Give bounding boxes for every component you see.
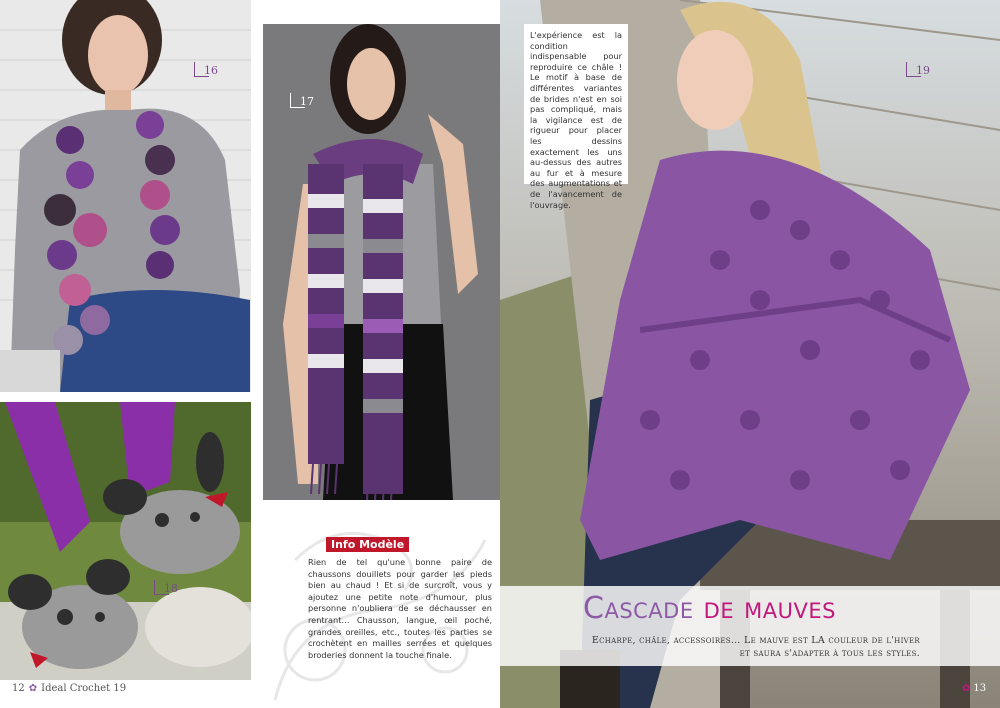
flower-icon: ✿ [28,683,38,694]
info-model-text: Rien de tel qu'une bonne paire de chaussons douillets pour garder les pieds bien au chaud ! Et si de surcroît, vous y ajoutez une petite note d'humour, plus personne n'oubliera de se déchausser en rentrant… Chausson, langue, œil poché, grandes oreilles, etc., toutes les parties se crochètent en mailles serrées et quelques broderies donnent la touche finale. [308,557,492,660]
folio-right [962,683,986,694]
info-model-tag: Info Modèle [326,537,409,552]
page-number-16: 16 [198,64,212,77]
photo-bunny-slippers [0,402,251,680]
folio-left-page: 12 [12,683,25,694]
shawl-caption: L'expérience est la condition indispensable pour reproduire ce châle ! Le motif à base de différentes variantes de brides n'est en soi pas compliqué, mais la vigilance est de rigueur pour placer les dessins exactement les uns au-dessus des autres au fur et à mesure des augmentations et de l'avancement de l'ouvrage. [524,24,628,184]
title-word-1: Cascade [583,591,704,626]
page-title [583,591,836,626]
page-subtitle: Echarpe, châle, accessoires… Le mauve est LA couleur de l'hiver et saura s'adapter à tous les styles. [591,635,920,659]
page-number-19: 19 [910,64,924,77]
flower-icon: ✿ [962,683,971,694]
page-number-18: 18 [158,582,172,595]
folio-left-magazine: Ideal Crochet 19 [41,683,127,694]
folio-right-page: 13 [973,683,987,694]
folio-left [12,683,126,694]
page-number-17: 17 [294,95,308,108]
photo-flower-scarf [0,0,251,392]
title-word-2: de mauves [703,591,836,626]
